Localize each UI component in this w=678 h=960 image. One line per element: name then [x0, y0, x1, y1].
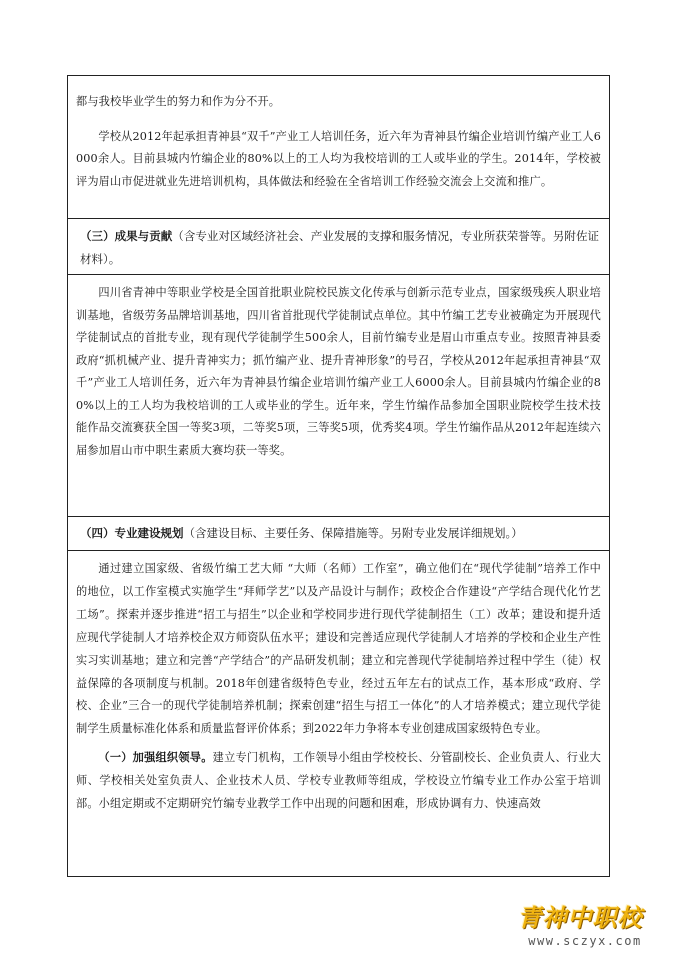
subsection-text: 建立专门机构，工作领导小组由学校校长、分管副校长、企业负责人、行业大师、学校相关处室负责人、企业技术人员、学校专业教师等组成，学校设立竹编专业工作办公室于培训部。小组定期或不定期研究竹编专业教学工作中出现的问题和困难，形成协调有力、快速高效	[76, 751, 601, 811]
site-watermark	[500, 898, 660, 954]
section-three-heading-bold: （三）成果与贡献	[80, 229, 173, 243]
section-four-heading-note: （含建设目标、主要任务、保障措施等。另附专业发展详细规划。）	[183, 526, 523, 540]
section-four-subsection	[68, 746, 609, 816]
section-continuation-cell	[68, 76, 609, 219]
watermark-logo-text: 青神中职校	[517, 904, 643, 932]
section-three-body-cell	[68, 275, 609, 517]
section-four-heading	[68, 522, 609, 545]
section-three-body: 四川省青神中等职业学校是全国首批职业院校民族文化传承与创新示范专业点，国家级残疾人职业培训基地，省级劳务品牌培训基地，四川省首批现代学徒制试点单位。其中竹编工艺专业被确定为开展现代学徒制试点的首批专业，现有现代学徒制学生500余人，目前竹编专业是眉山市重点专业。按照青神县委政府“抓机械产业、提升青神实力；抓竹编产业、提升青神形象”的号召，学校从2012年起承担青神县“双千”产业工人培训任务，近六年为青神县竹编企业培训竹编产业工人6000余人。目前县城内竹编企业的80%以上的工人均为我校培训的工人或毕业的学生。近年来，学生竹编作品参加全国职业院校学生技术技能作品交流赛获全国一等奖3项，二等奖5项，三等奖5项，优秀奖4项。学生竹编作品从2012年起连续六届参加眉山市中职生素质大赛均获一等奖。	[76, 286, 601, 457]
section-three-heading-note: （含专业对区域经济社会、产业发展的支撑和服务情况，专业所获荣誉等。另附佐证材料）。	[80, 229, 600, 266]
watermark-url: www.sczyx.com	[528, 934, 642, 948]
section-three-heading	[68, 225, 609, 270]
section-four-body: 通过建立国家级、省级竹编工艺大师 “大师（名师）工作室”，确立他们在“现代学徒制”培养工作中的地位，以工作室模式实施学生“拜师学艺”以及产品设计与制作；政校企合作建设“产学结合现代化竹艺工场”。探索并逐步推进“招工与招生”以企业和学校同步进行现代学徒制招生（工）改革；建设和提升适应现代学徒制人才培养校企双方师资队伍水平；建设和完善适应现代学徒制人才培养的学校和企业生产性实习实训基地；建立和完善“产学结合”的产品研发机制；建立和完善现代学徒制培养过程中学生（徒）权益保障的各项制度与机制。2018年创建省级特色专业，经过五年左右的试点工作，基本形成“政府、学校、企业”三合一的现代学徒制培养机制；探索创建“招生与招工一体化”的人才培养模式；建立现代学徒制学生质量标准化体系和质量监督评价体系；到2022年力争将本专业创建成国家级特色专业。	[76, 562, 601, 736]
paragraph-training: 学校从2012年起承担青神县“双千”产业工人培训任务，近六年为青神县竹编企业培训竹编产业工人6000余人。目前县城内竹编企业的80%以上的工人均为我校培训的工人或毕业的学生。2014年，学校被评为眉山市促进就业先进培训机构，具体做法和经验在全省培训工作经验交流会上交流和推广。	[76, 129, 601, 188]
subsection-heading: （一）加强组织领导。	[98, 750, 213, 765]
paragraph-continuation: 都与我校毕业学生的努力和作为分不开。	[76, 95, 281, 108]
section-three-heading-cell	[68, 219, 609, 275]
document-table	[67, 75, 610, 877]
section-four-heading-cell	[68, 517, 609, 551]
section-four-heading-bold: （四）专业建设规划	[80, 526, 184, 540]
section-four-body-cell	[68, 551, 609, 876]
